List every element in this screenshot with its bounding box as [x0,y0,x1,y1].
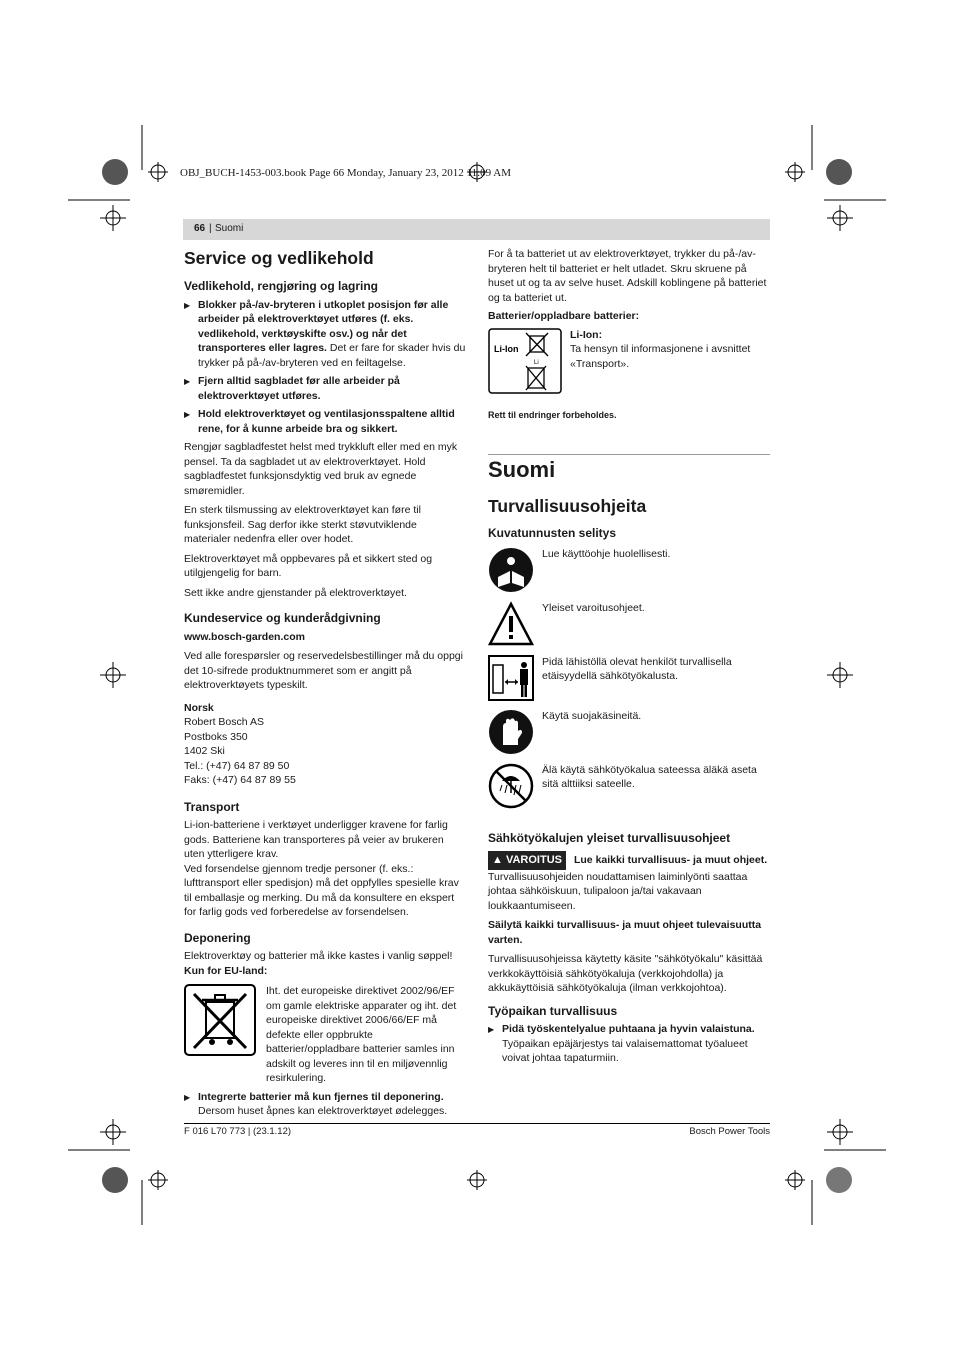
address-line: Robert Bosch AS [184,716,264,728]
symbol-text: Pidä lähistöllä olevat henkilöt turvallisella etäisyydellä sähkötyökalusta. [542,655,732,682]
bullet-bold-text: Fjern alltid sagbladet før alle arbeider på elektroverktøyet utføres. [198,375,400,402]
eu-disposal-block [184,984,466,1086]
subsection-title: Transport [184,799,240,814]
crossed-bin-icon [184,984,256,1056]
bullet-item [488,1022,770,1066]
keep-instructions: Säilytä kaikki turvallisuus- ja muut ohjeet tulevaisuutta varten. [488,919,762,946]
fax: Faks: (+47) 64 87 89 55 [184,774,296,786]
warning-text: Turvallisuusohjeiden noudattamisen laiminlyönti saattaa johtaa sähköiskuun, tulipaloon ja/tai vakavaan loukkaantumiseen. [488,870,748,912]
bullet-item [184,374,466,403]
subsection-title: Deponering [184,930,251,945]
paragraph: Elektroverktøy og batterier må ikke kastes i vanlig søppel! [184,950,453,962]
gloves-icon [488,709,534,755]
paragraph: Elektroverktøyet må oppbevares på et sikkert sted og utilgjengelig for barn. [184,552,433,579]
bullet-bold-text: Integrerte batterier må kun fjernes til deponering. [198,1090,444,1103]
warning-bold-text: Lue kaikki turvallisuus- ja muut ohjeet. [573,854,768,866]
page-header-bar [183,219,770,240]
subsection-title: Kuvatunnusten selitys [488,526,617,540]
bullet-text: Dersom huset åpnes kan elektroverktøyet ødelegges. [198,1105,448,1117]
language-title: Suomi [488,457,556,482]
paragraph: Ved forsendelse gjennom tredje personer (f. eks.: lufttransport eller spedisjon) må det oppfylles spesielle krav til emballasje og merking. Du må da konsultere en ekspert for farlig gods ved forberedelse av forsendelsen. [184,862,459,918]
subsection-title: Sähkötyökalujen yleiset turvallisuusohjeet [488,830,731,845]
symbol-row [488,601,770,647]
address-line: Postboks 350 [184,730,248,743]
paragraph: Li-ion-batteriene i verktøyet underligger kravene for farlig gods. Batteriene kan transporteres på veier av brukeren uten ytterligere krav. [184,819,448,860]
liion-block [488,328,770,394]
symbol-text: Älä käytä sähkötyökalua sateessa äläkä aseta sitä alttiiksi sateelle. [542,763,757,790]
read-manual-icon [488,547,534,593]
bullet-arrow-icon: ▶ [488,1025,495,1034]
symbol-row [488,547,770,593]
subsection-title: Kundeservice og kunderådgivning [184,611,381,625]
warning-paragraph [488,851,770,913]
liion-battery-icon [488,328,562,394]
battery-label: Batterier/oppladbare batterier: [488,310,640,322]
print-slug: OBJ_BUCH-1453-003.book Page 66 Monday, January 23, 2012 11:09 AM [180,167,512,179]
liion-text: Ta hensyn til informasjonene i avsnittet «Transport». [570,343,751,370]
symbol-text: Yleiset varoitusohjeet. [542,601,645,614]
symbol-row [488,709,770,755]
change-note: Rett til endringer forbeholdes. [488,409,617,420]
right-column [488,247,770,1070]
bullet-bold-text: Hold elektroverktøyet og ventilasjonsspaltene alltid rene, for å kunne arbeide bra og sikkert. [198,408,455,435]
eu-label: Kun for EU-land: [184,964,268,977]
section-title: Turvallisuusohjeita [488,496,647,516]
symbol-row [488,763,770,809]
symbol-text: Lue käyttöohje huolellisesti. [542,547,671,560]
page-number: 66 [194,223,206,234]
li-small-label: Li [534,359,539,366]
bullet-text: Det er fare for skader hvis du trykker på på-/av-bryteren ved en feiltagelse. [198,342,466,369]
paragraph: For å ta batteriet ut av elektroverktøyet, trykker du på-/av-bryteren helt til batteriet er helt utladet. Skru skruene på huset ut og ta av selve huset. Adskill koblingene på batteriet og ta batteriet ut. [488,248,767,304]
bullet-bold-text: Blokker på-/av-bryteren i utkoplet posisjon før alle arbeider på elektroverktøyet utføres (f. eks. vedlikehold, verktøyskifte osv.) og når det transporteres eller lagres. [198,298,449,354]
liion-title: Li-Ion: [570,328,603,341]
keep-distance-icon [488,655,534,701]
warning-label-text: VAROITUS [505,854,562,866]
bullet-item [184,298,466,371]
no-rain-icon [488,763,534,809]
paragraph: En sterk tilsmussing av elektroverktøyet kan føre til funksjonsfeil. Sag derfor ikke sterkt støvutviklende materialer nedenfra eller over hodet. [184,504,421,545]
bullet-arrow-icon: ▶ [184,300,191,310]
phone: Tel.: (+47) 64 87 89 50 [184,759,290,772]
subsection-title: Vedlikehold, rengjøring og lagring [184,279,379,293]
address-line: 1402 Ski [184,745,225,757]
eu-text: Iht. det europeiske direktivet 2002/96/EF om gamle elektriske apparater og iht. det europeiske direktivet 2006/66/EF må defekte eller oppbrukte batterier/oppladbare batterier samles inn adskilt og leveres inn til en miljøvennlig resirkulering. [266,985,457,1084]
header-separator: | [209,223,212,234]
bullet-arrow-icon: ▶ [184,1092,191,1102]
bullet-bold-text: Pidä työskentelyalue puhtaana ja hyvin valaistuna. [502,1023,755,1035]
bullet-arrow-icon: ▶ [184,410,191,419]
liion-icon-label: Li-Ion [494,343,519,354]
divider [488,454,770,455]
header-language: Suomi [215,223,244,234]
footer-rule [184,1123,770,1124]
warning-label: ▲ VAROITUS [488,851,566,870]
symbol-text: Käytä suojakäsineitä. [542,709,642,722]
footer-left: F 016 L70 773 | (23.1.12) [184,1126,292,1137]
left-column [184,247,466,1123]
paragraph: Sett ikke andre gjenstander på elektroverktøyet. [184,586,407,599]
footer-right: Bosch Power Tools [689,1126,770,1137]
website-url: www.bosch-garden.com [184,630,305,643]
bullet-item [184,407,466,436]
country-label: Norsk [184,701,214,714]
paragraph: Rengjør sagbladfestet helst med trykkluft eller med en myk pensel. Ta da sagbladet ut av elektroverktøyet. Hold sagbladfestet funksjonsdyktig ved bruk av egnede smøremidler. [184,441,458,497]
bullet-arrow-icon: ▶ [184,377,191,386]
section-title: Service og vedlikehold [184,248,374,268]
bullet-text: Työpaikan epäjärjestys tai valaisemattomat työalueet voivat johtaa tapaturmiin. [502,1037,748,1064]
subsection-title: Työpaikan turvallisuus [488,1003,618,1018]
paragraph: Ved alle forespørsler og reservedelsbestillinger må du oppgi det 10-sifrede produktnummeret som er angitt på elektroverktøyets typeskilt. [184,650,463,691]
bullet-item [184,1090,466,1119]
symbol-row [488,655,770,701]
warning-triangle-icon [488,601,534,647]
paragraph: Turvallisuusohjeissa käytetty käsite "sähkötyökalu" käsittää verkkokäyttöisiä sähkötyökaluja (verkkojohdolla) ja akkukäyttöisiä sähkötyökaluja (ilman verkkojohtoa). [488,953,763,994]
